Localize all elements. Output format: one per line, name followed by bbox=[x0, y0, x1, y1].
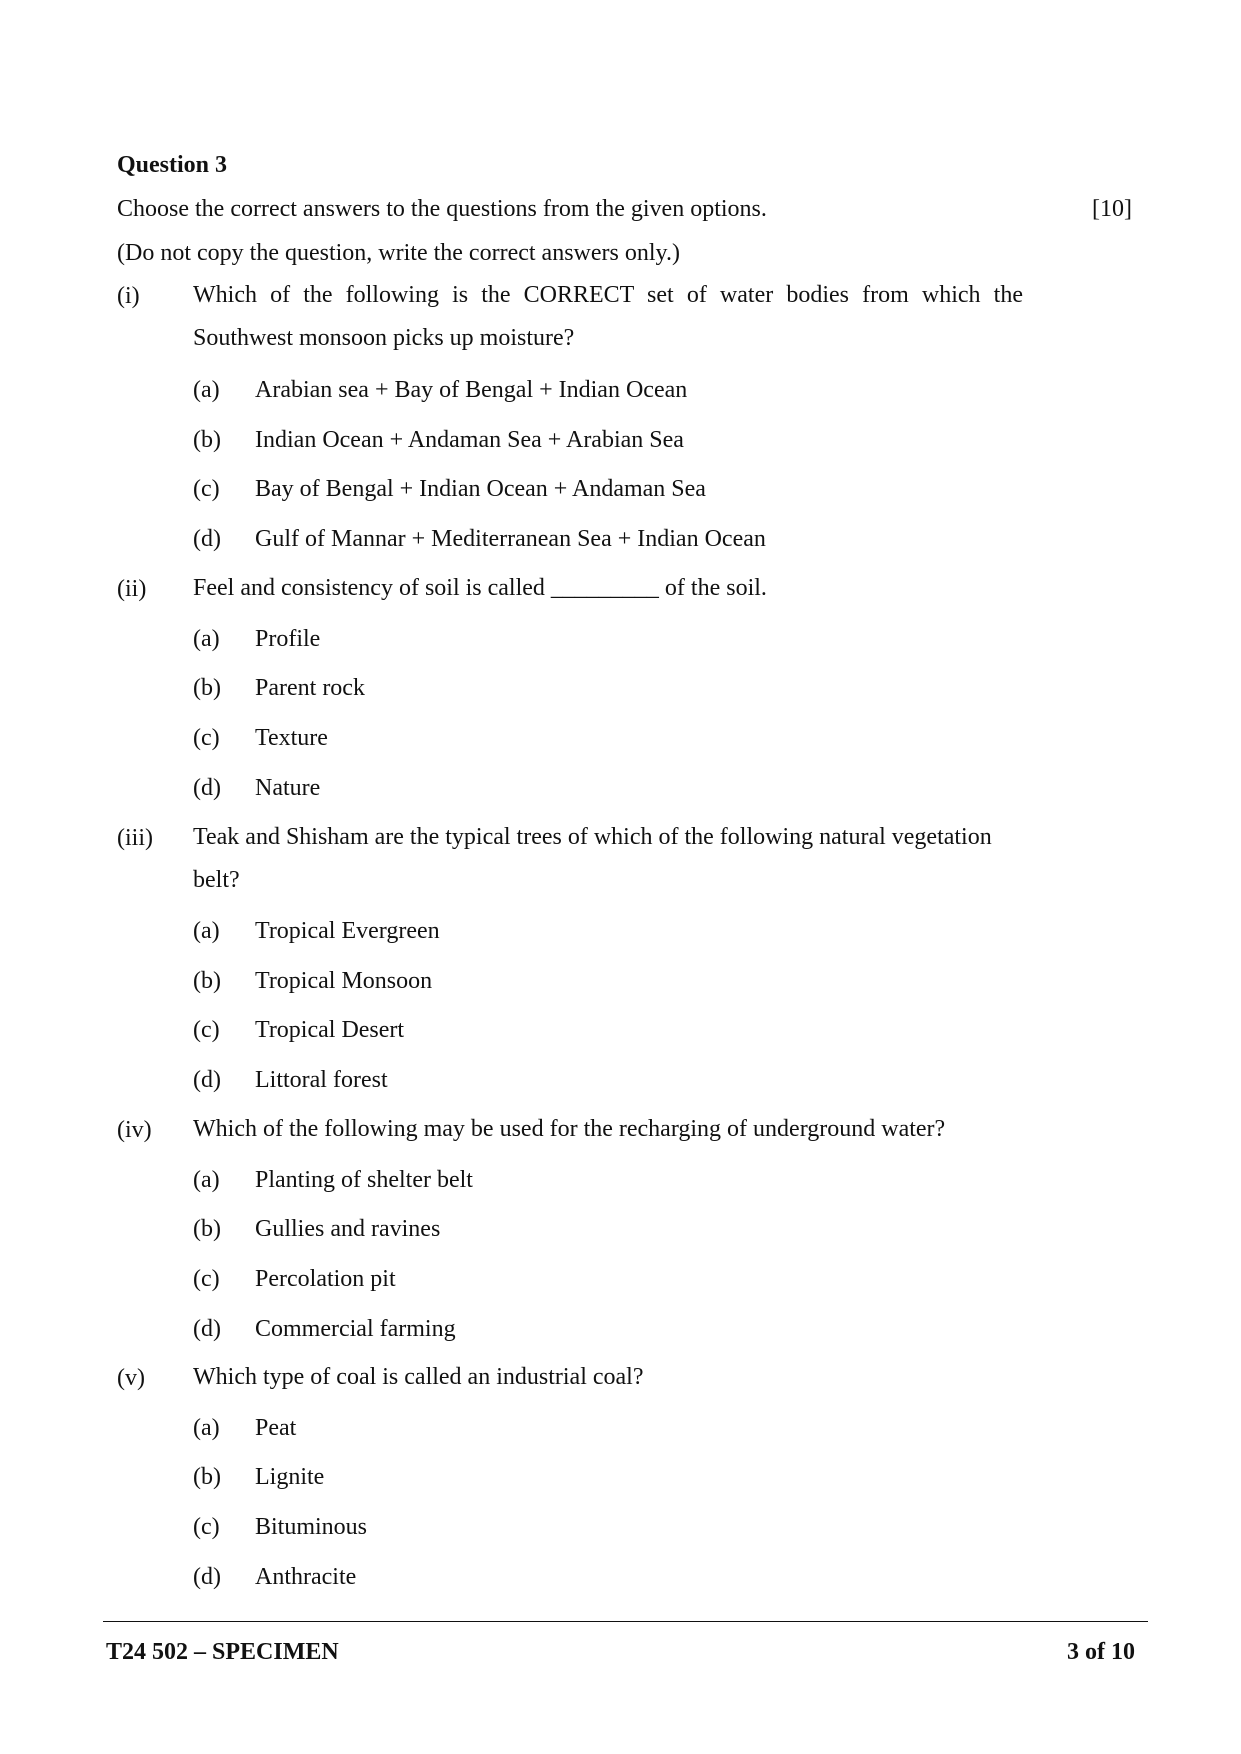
option-text: Parent rock bbox=[255, 675, 365, 701]
option-text: Gulf of Mannar + Mediterranean Sea + Indian Ocean bbox=[255, 526, 766, 552]
item-number: (i) bbox=[117, 283, 140, 309]
option-label: (b) bbox=[193, 427, 221, 453]
option-label: (a) bbox=[193, 918, 220, 944]
item-number: (iv) bbox=[117, 1117, 152, 1143]
item-number: (ii) bbox=[117, 576, 147, 602]
page-number: 3 of 10 bbox=[1067, 1639, 1135, 1665]
option-label: (d) bbox=[193, 1316, 221, 1342]
question-title: Question 3 bbox=[117, 152, 228, 178]
option-text: Bituminous bbox=[255, 1514, 368, 1540]
option-text: Texture bbox=[255, 725, 328, 751]
option-text: Lignite bbox=[255, 1464, 325, 1490]
option-label: (d) bbox=[193, 1067, 221, 1093]
option-text: Percolation pit bbox=[255, 1266, 396, 1292]
option-label: (c) bbox=[193, 1017, 220, 1043]
option-label: (c) bbox=[193, 476, 220, 502]
paper-code: T24 502 – SPECIMEN bbox=[106, 1639, 339, 1665]
option-label: (c) bbox=[193, 1514, 220, 1540]
question-note: (Do not copy the question, write the correct answers only.) bbox=[117, 240, 680, 266]
option-text: Tropical Evergreen bbox=[255, 918, 440, 944]
option-label: (a) bbox=[193, 1415, 220, 1441]
footer-divider bbox=[103, 1621, 1148, 1622]
option-text: Planting of shelter belt bbox=[255, 1167, 473, 1193]
item-question: Teak and Shisham are the typical trees of which of the following natural vegetation belt? bbox=[193, 824, 992, 893]
option-text: Profile bbox=[255, 626, 321, 652]
option-label: (a) bbox=[193, 1167, 220, 1193]
item-question: Which of the following is the CORRECT set of water bodies from which the Southwest monsoon picks up moisture? bbox=[193, 282, 1023, 351]
option-text: Bay of Bengal + Indian Ocean + Andaman Sea bbox=[255, 476, 706, 502]
option-text: Tropical Monsoon bbox=[255, 968, 433, 994]
option-label: (c) bbox=[193, 725, 220, 751]
option-label: (d) bbox=[193, 775, 221, 801]
option-label: (b) bbox=[193, 675, 221, 701]
item-number: (v) bbox=[117, 1365, 145, 1391]
option-text: Nature bbox=[255, 775, 321, 801]
option-label: (b) bbox=[193, 1464, 221, 1490]
question-instruction: Choose the correct answers to the questions from the given options. bbox=[117, 196, 767, 222]
option-text: Peat bbox=[255, 1415, 297, 1441]
item-question: Which type of coal is called an industrial coal? bbox=[193, 1364, 644, 1390]
option-text: Anthracite bbox=[255, 1564, 357, 1590]
marks-label: [10] bbox=[1092, 196, 1132, 222]
option-label: (a) bbox=[193, 626, 220, 652]
option-text: Littoral forest bbox=[255, 1067, 388, 1093]
option-label: (a) bbox=[193, 377, 220, 403]
option-label: (d) bbox=[193, 526, 221, 552]
option-label: (b) bbox=[193, 1216, 221, 1242]
option-text: Arabian sea + Bay of Bengal + Indian Ocean bbox=[255, 377, 688, 403]
item-question: Feel and consistency of soil is called _________ of the soil. bbox=[193, 575, 767, 601]
option-label: (d) bbox=[193, 1564, 221, 1590]
item-number: (iii) bbox=[117, 825, 153, 851]
item-question: Which of the following may be used for the recharging of underground water? bbox=[193, 1116, 946, 1142]
option-text: Commercial farming bbox=[255, 1316, 456, 1342]
option-text: Indian Ocean + Andaman Sea + Arabian Sea bbox=[255, 427, 684, 453]
option-label: (c) bbox=[193, 1266, 220, 1292]
option-text: Gullies and ravines bbox=[255, 1216, 441, 1242]
option-label: (b) bbox=[193, 968, 221, 994]
option-text: Tropical Desert bbox=[255, 1017, 405, 1043]
